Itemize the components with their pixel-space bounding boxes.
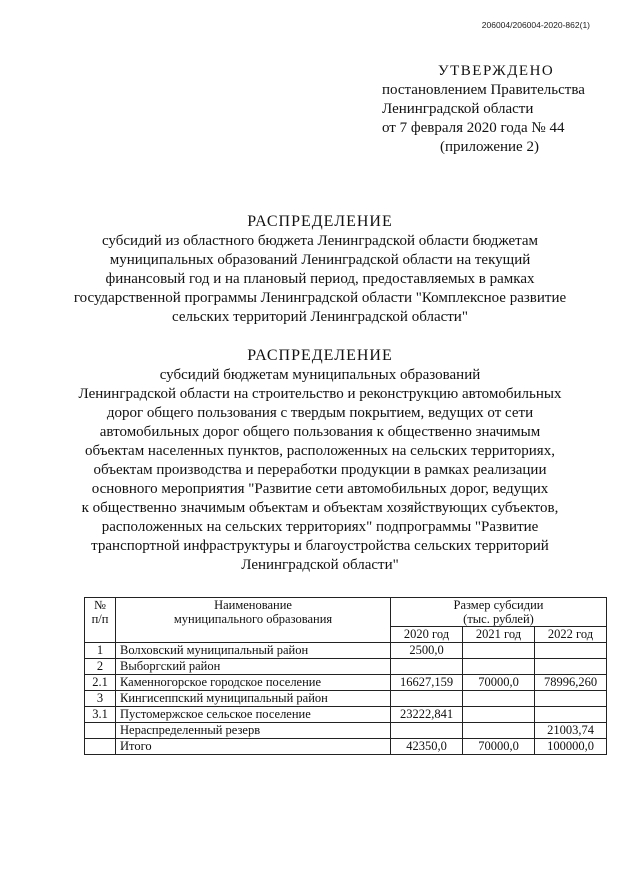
cell-2020: 2500,0 bbox=[391, 643, 463, 659]
heading-line: Ленинградской области" bbox=[241, 557, 399, 573]
cell-num: 2.1 bbox=[85, 675, 116, 691]
heading-line: субсидий бюджетам муниципальных образований bbox=[159, 367, 481, 383]
heading-line: сельских территорий Ленинградской области" bbox=[172, 309, 468, 325]
cell-2020 bbox=[391, 691, 463, 707]
approval-line: постановлением Правительства bbox=[382, 82, 585, 98]
heading-title: РАСПРЕДЕЛЕНИЕ bbox=[247, 347, 393, 364]
cell-2021: 70000,0 bbox=[463, 675, 535, 691]
approval-line: от 7 февраля 2020 года № 44 bbox=[382, 120, 565, 136]
header-number-line: п/п bbox=[91, 612, 109, 626]
cell-2021 bbox=[463, 723, 535, 739]
heading-line: основного мероприятия "Развитие сети автомобильных дорог, ведущих bbox=[91, 481, 549, 497]
heading-line: государственной программы Ленинградской области "Комплексное развитие bbox=[73, 290, 567, 306]
cell-num: 3 bbox=[85, 691, 116, 707]
heading-line: объектам производства и переработки продукции в рамках реализации bbox=[93, 462, 547, 478]
table-row-total bbox=[85, 739, 607, 755]
cell-name: Каменногорское городское поселение bbox=[116, 675, 391, 691]
header-name-line: Наименование bbox=[214, 598, 292, 612]
cell-name: Пустомержское сельское поселение bbox=[116, 707, 391, 723]
cell-2021 bbox=[463, 691, 535, 707]
subsidy-table bbox=[84, 597, 607, 755]
heading-text bbox=[60, 232, 580, 327]
cell-num: 1 bbox=[85, 643, 116, 659]
header-number-line: № bbox=[94, 598, 106, 612]
cell-name: Нераспределенный резерв bbox=[116, 723, 391, 739]
cell-2022: 78996,260 bbox=[535, 675, 607, 691]
heading-line: объектам населенных пунктов, расположенных на сельских территориях, bbox=[85, 443, 555, 459]
table-row bbox=[85, 691, 607, 707]
heading-text bbox=[60, 366, 580, 575]
heading-line: Ленинградской области на строительство и реконструкцию автомобильных bbox=[78, 386, 562, 402]
table-row bbox=[85, 707, 607, 723]
heading-line: автомобильных дорог общего пользования к общественно значимым bbox=[99, 424, 541, 440]
distribution-heading-2 bbox=[60, 346, 580, 575]
cell-2022 bbox=[535, 707, 607, 723]
cell-2022 bbox=[535, 643, 607, 659]
cell-2021 bbox=[463, 643, 535, 659]
approval-title: УТВЕРЖДЕНО bbox=[438, 63, 555, 79]
table-row bbox=[85, 723, 607, 739]
table-row bbox=[85, 675, 607, 691]
heading-line: транспортной инфраструктуры и благоустройства сельских территорий bbox=[91, 538, 549, 554]
approval-block bbox=[382, 62, 622, 157]
cell-2022 bbox=[535, 691, 607, 707]
header-amount bbox=[391, 598, 607, 627]
cell-name: Итого bbox=[116, 739, 391, 755]
distribution-heading-1 bbox=[60, 212, 580, 327]
header-amount-line: (тыс. рублей) bbox=[463, 612, 534, 626]
header-name bbox=[116, 598, 391, 643]
cell-name: Волховский муниципальный район bbox=[116, 643, 391, 659]
heading-line: субсидий из областного бюджета Ленинградской области бюджетам bbox=[101, 233, 539, 249]
heading-title: РАСПРЕДЕЛЕНИЕ bbox=[247, 213, 393, 230]
cell-2021 bbox=[463, 659, 535, 675]
cell-name: Кингисеппский муниципальный район bbox=[116, 691, 391, 707]
table-row bbox=[85, 659, 607, 675]
cell-2021 bbox=[463, 707, 535, 723]
cell-num: 3.1 bbox=[85, 707, 116, 723]
heading-line: расположенных на сельских территориях" подпрограммы "Развитие bbox=[101, 519, 539, 535]
cell-num bbox=[85, 739, 116, 755]
header-year-2022: 2022 год bbox=[535, 627, 607, 643]
heading-line: муниципальных образований Ленинградской области на текущий bbox=[109, 252, 531, 268]
document-number: 206004/206004-2020-862(1) bbox=[481, 20, 590, 30]
cell-2020 bbox=[391, 659, 463, 675]
header-name-line: муниципального образования bbox=[173, 612, 333, 626]
cell-2022 bbox=[535, 659, 607, 675]
heading-line: к общественно значимым объектам и объектам хозяйствующих субъектов, bbox=[81, 500, 559, 516]
approval-appendix: (приложение 2) bbox=[440, 139, 539, 155]
cell-2020: 16627,159 bbox=[391, 675, 463, 691]
header-amount-line: Размер субсидии bbox=[453, 598, 544, 612]
header-year-2021: 2021 год bbox=[463, 627, 535, 643]
heading-line: дорог общего пользования с твердым покрытием, ведущих от сети bbox=[106, 405, 534, 421]
cell-name: Выборгский район bbox=[116, 659, 391, 675]
cell-2020 bbox=[391, 723, 463, 739]
cell-num bbox=[85, 723, 116, 739]
cell-2022: 21003,74 bbox=[535, 723, 607, 739]
cell-2020: 23222,841 bbox=[391, 707, 463, 723]
table-row bbox=[85, 643, 607, 659]
cell-num: 2 bbox=[85, 659, 116, 675]
approval-line: Ленинградской области bbox=[382, 101, 534, 117]
cell-2021: 70000,0 bbox=[463, 739, 535, 755]
cell-2020: 42350,0 bbox=[391, 739, 463, 755]
cell-2022: 100000,0 bbox=[535, 739, 607, 755]
heading-line: финансовый год и на плановый период, предоставляемых в рамках bbox=[105, 271, 535, 287]
header-number bbox=[85, 598, 116, 643]
header-year-2020: 2020 год bbox=[391, 627, 463, 643]
